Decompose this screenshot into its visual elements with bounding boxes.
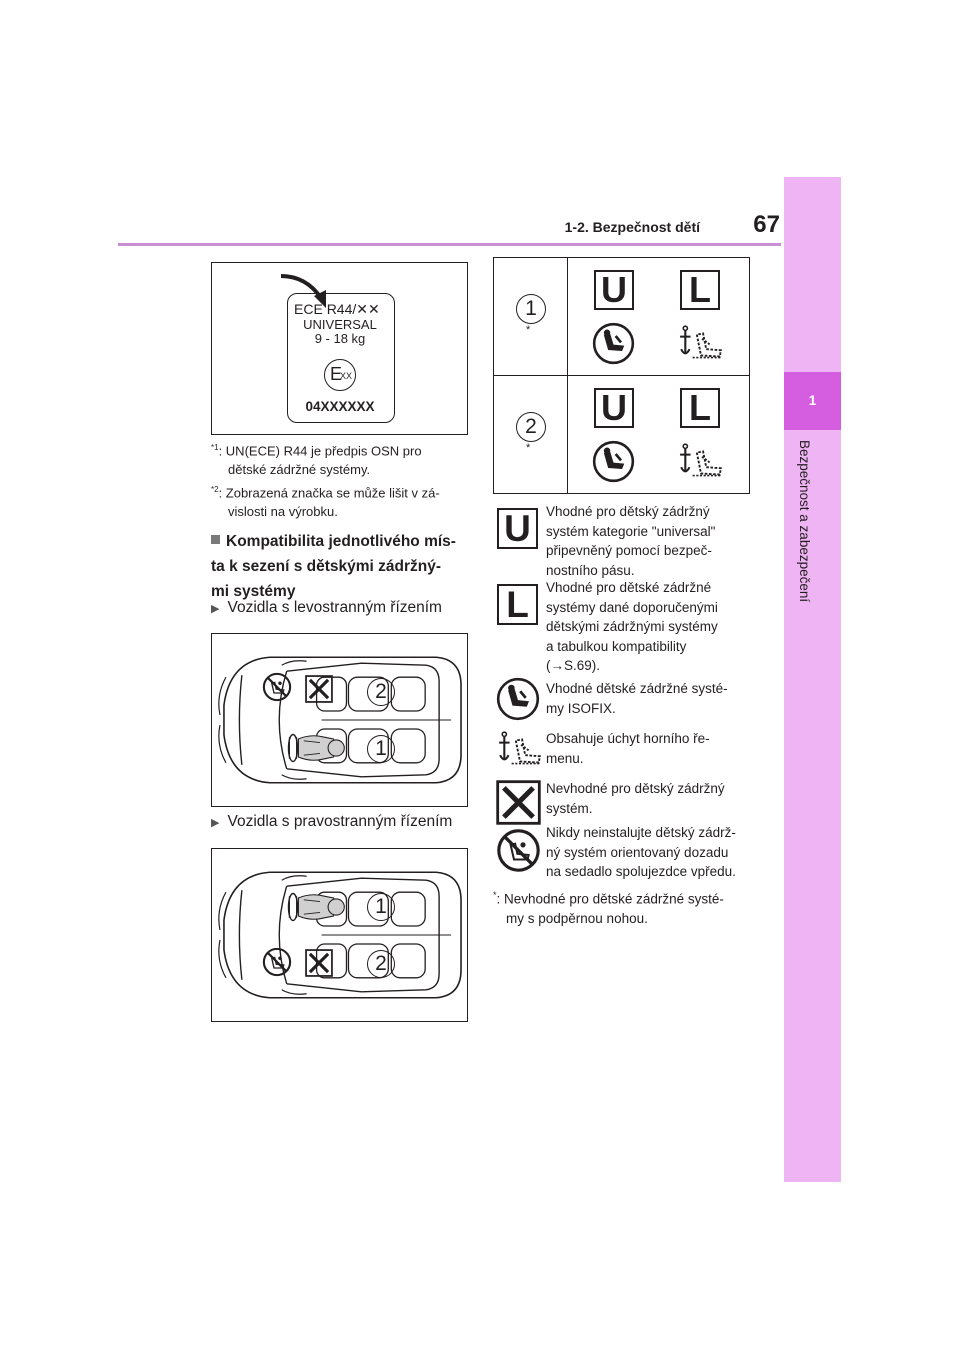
legend-universal-text: Vhodné pro dětský zádržný systém kategorie "universal" připevněný pomocí bezpeč- nostního pásu. <box>546 504 716 578</box>
top-tether-icon <box>678 442 724 484</box>
table-l-icon-1: L <box>680 270 720 310</box>
legend-unsuitable-text: Nevhodné pro dětský zádržný systém. <box>546 781 725 816</box>
table-asterisk-2: * <box>526 442 531 454</box>
seat-1-label: 1 <box>367 893 395 921</box>
isofix-icon <box>592 440 635 483</box>
chapter-number: 1 <box>808 392 817 408</box>
section-title: 1-2. Bezpečnost dětí <box>564 219 700 235</box>
e-mark: E <box>330 364 343 384</box>
isofix-icon <box>592 322 635 365</box>
label-series: ✕✕ <box>356 301 380 317</box>
approval-number: 04XXXXXX <box>305 399 375 414</box>
legend-l-icon: L <box>497 584 538 625</box>
e-mark-circle <box>324 359 356 391</box>
seat-1-label: 1 <box>367 735 395 763</box>
variant-lhd: ▶ Vozidla s levostranným řízením <box>211 599 442 616</box>
no-rear-facing-icon <box>262 947 292 977</box>
compatibility-table <box>493 257 750 494</box>
label-regulation: R44/ <box>326 301 357 317</box>
isofix-icon <box>496 677 540 721</box>
chapter-tab <box>784 177 841 1182</box>
section-heading: Kompatibilita jednotlivého mís- ta k sezení s dětskými zádržný- mi systémy <box>211 533 456 600</box>
table-u-icon-1: U <box>594 270 634 310</box>
cross-icon <box>305 949 333 977</box>
legend-semi-universal-text: Vhodné pro dětské zádržné systémy dané doporučenými dětskými zádržnými systémy a tabulkou kompatibility (→S.69). <box>546 580 718 673</box>
legend-tether-text: Obsahuje úchyt horního ře- menu. <box>546 731 710 766</box>
page-number: 67 <box>753 211 780 238</box>
heading-bullet <box>211 535 220 544</box>
label-weight: 9 - 18 kg <box>314 331 366 346</box>
no-rear-facing-icon <box>496 828 541 873</box>
seat-2-label: 2 <box>367 678 395 706</box>
table-u-icon-2: U <box>594 388 634 428</box>
table-seat-2: 2 <box>516 412 546 442</box>
top-tether-icon <box>678 324 724 366</box>
driver-figure <box>284 730 356 766</box>
cross-icon <box>305 675 333 703</box>
cross-icon <box>496 780 541 825</box>
seat-diagram-lhd <box>211 633 468 807</box>
label-universal: UNIVERSAL <box>303 317 377 332</box>
legend-u-icon: U <box>497 508 538 549</box>
header-rule <box>118 243 781 246</box>
approval-label-figure <box>211 262 468 435</box>
e-mark-country: XX <box>340 371 353 381</box>
table-asterisk-1: * <box>526 324 531 336</box>
table-l-icon-2: L <box>680 388 720 428</box>
chapter-title: Bezpečnost a zabezpečení <box>797 440 812 603</box>
note-2: $^{*2}$: Zobrazená značka se může lišit v zá- vislosti na výrobku. <box>211 485 440 520</box>
seat-2-label: 2 <box>367 950 395 978</box>
seat-diagram-rhd <box>211 848 468 1022</box>
label-ece: ECE <box>294 301 323 317</box>
top-tether-icon <box>497 730 543 772</box>
no-rear-facing-icon <box>262 672 292 702</box>
variant-rhd: ▶ Vozidla s pravostranným řízením <box>211 813 453 830</box>
table-seat-1: 1 <box>516 294 546 324</box>
driver-figure <box>284 889 356 925</box>
legend-isofix-text: Vhodné dětské zádržné systé- my ISOFIX. <box>546 681 728 716</box>
legend-never-install-text: Nikdy neinstalujte dětský zádrž- ný systém orientovaný dozadu na sedadlo spolujezdce vpředu. <box>546 825 736 879</box>
note-1: $^{*1}$: UN(ECE) R44 je předpis OSN pro dětské zádržné systémy. <box>211 443 422 478</box>
footnote: *: Nevhodné pro dětské zádržné systé- my s podpěrnou nohou. <box>493 890 724 926</box>
